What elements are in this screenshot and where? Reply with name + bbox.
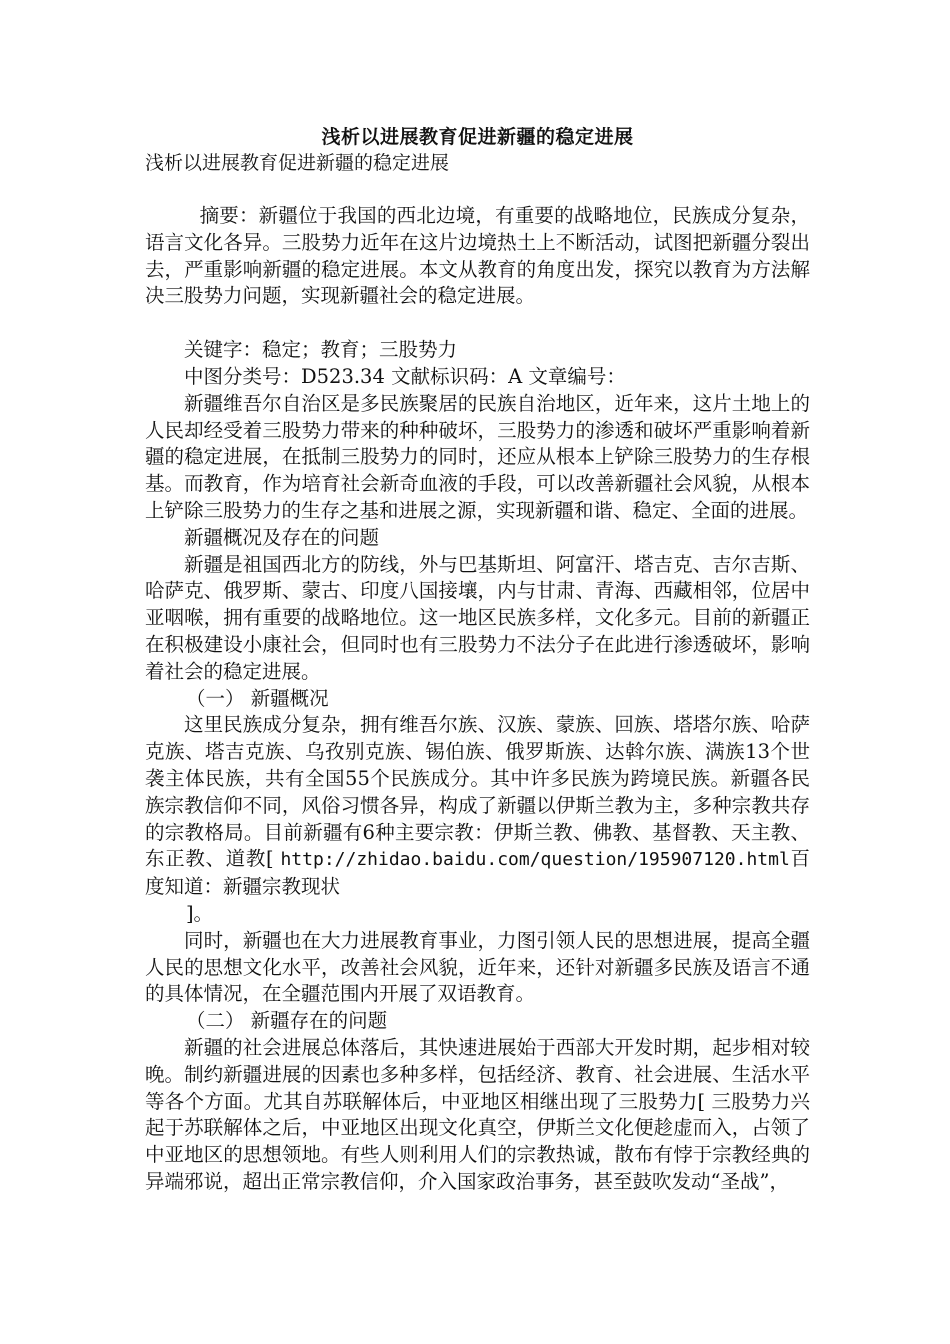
subsection1-heading: （一） 新疆概况: [185, 686, 329, 710]
reference-close: ]。: [185, 901, 214, 925]
abstract-paragraph: 摘要：新疆位于我国的西北边境，有重要的战略地位，民族成分复杂，语言文化各异。三股势力近年在这片边境热土上不断活动，试图把新疆分裂出去，严重影响新疆的稳定进展。本文从教育的角度出发，探究以教育为方法解决三股势力问题，实现新疆社会的稳定进展。: [145, 204, 810, 308]
subsection1-paragraph-2: 同时，新疆也在大力进展教育事业，力图引领人民的思想进展，提高全疆人民的思想文化水平，改善社会风貌，近年来，还针对新疆多民族及语言不通的具体情况，在全疆范围内开展了双语教育。: [145, 928, 810, 1006]
document-subtitle: 浅析以进展教育促进新疆的稳定进展: [145, 152, 450, 174]
subsection1-text: 这里民族成分复杂，拥有维吾尔族、汉族、蒙族、回族、塔塔尔族、哈萨克族、塔吉克族、乌孜别克族、锡伯族、俄罗斯族、达斡尔族、满族13个世袭主体民族，共有全国55个民族成分。其中许多民族为跨境民族。新疆各民族宗教信仰不同，风俗习惯各异，构成了新疆以伊斯兰教为主，多种宗教共存的宗教格局。目前新疆有6种主要宗教：伊斯兰教、佛教、基督教、天主教、东正教、道教[: [145, 713, 810, 871]
section1-heading: 新疆概况及存在的问题: [184, 525, 380, 549]
subsection2-paragraph: 新疆的社会进展总体落后，其快速进展始于西部大开发时期，起步相对较晚。制约新疆进展的因素也多种多样，包括经济、教育、社会进展、生活水平等各个方面。尤其自苏联解体后，中亚地区相继出现了三股势力[ 三股势力兴起于苏联解体之后，中亚地区出现文化真空，伊斯兰文化便趁虚而入，占领了中亚地区的思想领地。有些人则利用人们的宗教热诚，散布有悖于宗教经典的异端邪说，超出正常宗教信仰，介入国家政治事务，甚至鼓吹发动“圣战”，: [145, 1035, 810, 1193]
document-title: 浅析以进展教育促进新疆的稳定进展: [321, 126, 634, 148]
subsection1-paragraph: [145, 712, 810, 901]
keywords-line: 关键字：稳定；教育；三股势力: [184, 338, 458, 362]
intro-paragraph: 新疆维吾尔自治区是多民族聚居的民族自治地区，近年来，这片土地上的人民却经受着三股势力带来的种种破坏，三股势力的渗透和破坏严重影响着新疆的稳定进展，在抵制三股势力的同时，还应从根本上铲除三股势力的生存根基。而教育，作为培育社会新奇血液的手段，可以改善新疆社会风貌，从根本上铲除三股势力的生存之基和进展之源，实现新疆和谐、稳定、全面的进展。: [145, 391, 810, 522]
document-page: [145, 124, 810, 1196]
classification-line: 中图分类号：D523.34 文献标识码：A 文章编号：: [184, 364, 626, 388]
subsection2-heading: （二） 新疆存在的问题: [185, 1009, 388, 1033]
section1-paragraph: 新疆是祖国西北方的防线，外与巴基斯坦、阿富汗、塔吉克、吉尔吉斯、哈萨克、俄罗斯、蒙古、印度八国接壤，内与甘肃、青海、西藏相邻，位居中亚咽喉，拥有重要的战略地位。这一地区民族多样，文化多元。目前的新疆正在积极建设小康社会，但同时也有三股势力不法分子在此进行渗透破坏，影响着社会的稳定进展。: [145, 552, 810, 683]
reference-source: 百度知道：新疆宗教现状: [145, 847, 810, 899]
reference-link[interactable]: http://zhidao.baidu.com/question/195907120.html: [280, 849, 790, 871]
